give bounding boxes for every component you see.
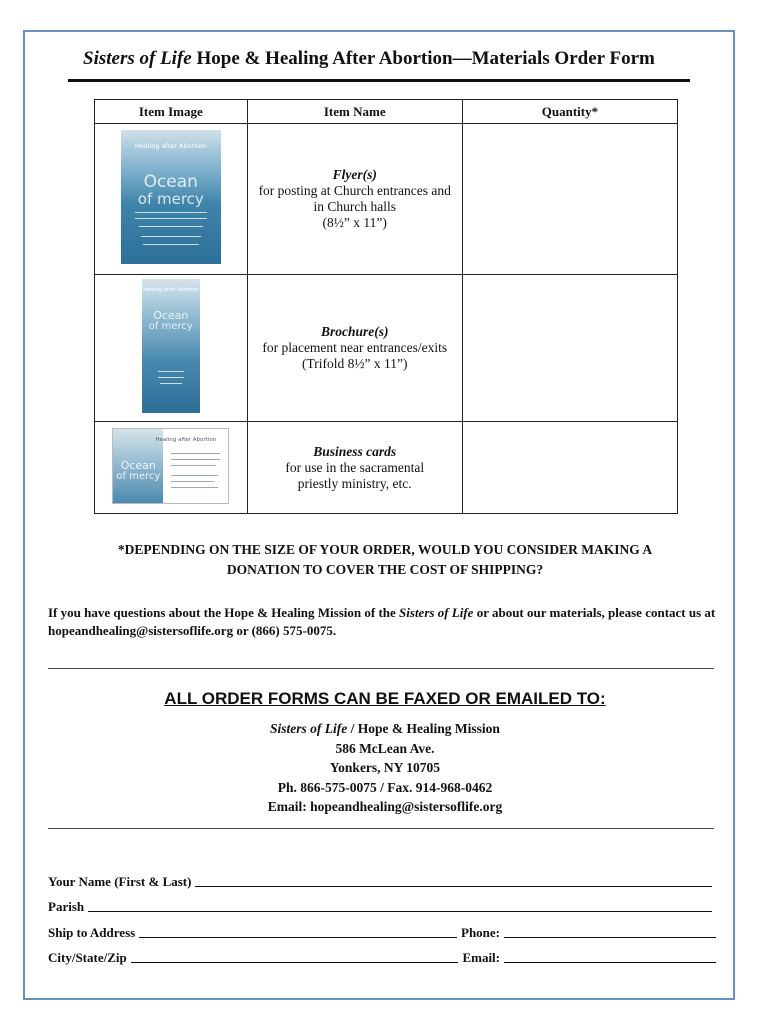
title-rest: Hope & Healing After Abortion—Materials Order Form [191, 48, 655, 69]
card-desc-2: priestly ministry, etc. [297, 475, 412, 491]
brochure-image-ocean: Ocean [153, 309, 189, 322]
page-title [83, 48, 655, 70]
card-image-ocean: Ocean [120, 458, 156, 472]
flyer-quantity-field[interactable] [462, 124, 677, 275]
brochure-desc-1: for placement near entrances/exits [262, 340, 448, 355]
card-text-line [171, 459, 220, 460]
flyer-text-line [143, 244, 199, 245]
brochure-desc-2: (Trifold 8½” x 11”) [301, 356, 408, 371]
question-part-2: or about our materials, please contact us at hopeandhealing@sistersoflife.org or (866) 575-0075. [48, 605, 716, 638]
name-label: Your Name (First & Last) [48, 873, 192, 889]
table-header-row [95, 100, 678, 124]
phone-label: Phone: [461, 924, 500, 940]
flyer-name: Flyer(s) [332, 167, 377, 182]
card-image-cell [95, 422, 248, 514]
order-table [94, 99, 678, 514]
card-name: Business cards [313, 443, 397, 459]
address-email: Email: hopeandhealing@sistersoflife.org [267, 799, 503, 814]
brochure-text-line [158, 371, 184, 372]
address-mission: / Hope & Healing Mission [347, 721, 500, 736]
flyer-image-ocean: Ocean [143, 172, 198, 192]
note-line-2: DONATION TO COVER THE COST OF SHIPPING? [226, 562, 544, 577]
brochure-text-line [158, 377, 184, 378]
email-field[interactable] [504, 961, 716, 963]
parish-row [48, 890, 716, 916]
flyer-desc-1: for posting at Church entrances and [258, 183, 451, 198]
card-image-heading: Healing after Abortion [155, 436, 217, 443]
divider-top [48, 668, 714, 670]
note-line-1: *DEPENDING ON THE SIZE OF YOUR ORDER, WOULD YOU CONSIDER MAKING A [117, 542, 653, 557]
phone-field[interactable] [504, 936, 716, 938]
address-org: Sisters of Life [270, 721, 348, 736]
flyer-image-cell [95, 124, 248, 275]
brochure-image-heading: Healing after Abortion [143, 287, 199, 293]
divider-bottom [48, 828, 714, 830]
flyer-image [121, 130, 221, 264]
name-row [48, 864, 716, 890]
card-text-line [171, 475, 218, 476]
title-rule [68, 79, 690, 82]
table-row-brochure [95, 275, 678, 422]
card-text-line [171, 487, 218, 488]
brochure-image-mercy: of mercy [148, 321, 193, 332]
city-field[interactable] [131, 961, 459, 963]
question-part-1: If you have questions about the Hope & Healing Mission of the [48, 605, 400, 620]
flyer-image-mercy: of mercy [137, 190, 204, 208]
address-street: 586 McLean Ave. [335, 740, 435, 756]
brochure-quantity-field[interactable] [462, 275, 677, 422]
header-quantity: Quantity* [462, 100, 677, 124]
ship-address-field[interactable] [139, 936, 457, 938]
business-card-image [112, 428, 229, 504]
flyer-image-heading: Healing after Abortion [134, 142, 207, 150]
card-text-line [171, 453, 220, 454]
card-text-line [171, 481, 214, 482]
card-name-cell [247, 422, 462, 514]
flyer-text-line [135, 218, 207, 219]
brochure-image [142, 279, 200, 413]
ship-address-label: Ship to Address [48, 924, 136, 940]
shipping-donation-note [60, 540, 710, 580]
question-org: Sisters of Life [399, 605, 474, 620]
flyer-text-line [141, 236, 201, 237]
card-image-mercy: of mercy [116, 470, 161, 482]
brochure-image-cell [95, 275, 248, 422]
email-label: Email: [462, 950, 500, 965]
flyer-desc-2: in Church halls [313, 199, 396, 214]
table-row-flyer [95, 124, 678, 275]
flyer-desc-3: (8½” x 11”) [322, 215, 387, 230]
card-text-line [171, 465, 216, 466]
contact-question [48, 604, 728, 640]
flyer-text-line [139, 226, 203, 227]
parish-field[interactable] [88, 910, 712, 912]
name-field[interactable] [195, 885, 712, 887]
mission-address [0, 719, 770, 817]
city-row [48, 941, 716, 967]
brochure-text-line [160, 383, 182, 384]
card-desc-1: for use in the sacramental [285, 459, 425, 475]
flyer-text-line [135, 212, 207, 213]
contact-form [48, 864, 716, 966]
flyer-name-cell [247, 124, 462, 275]
fax-heading: ALL ORDER FORMS CAN BE FAXED OR EMAILED TO: [164, 689, 606, 708]
title-org: Sisters of Life [83, 48, 192, 69]
header-item-image: Item Image [95, 100, 248, 124]
address-phone: Ph. 866-575-0075 / Fax. 914-968-0462 [277, 779, 493, 795]
brochure-name-cell [247, 275, 462, 422]
city-label: City/State/Zip [48, 950, 127, 965]
address-city: Yonkers, NY 10705 [329, 760, 441, 775]
brochure-name: Brochure(s) [320, 324, 389, 339]
header-item-name: Item Name [247, 100, 462, 124]
address-row [48, 915, 716, 941]
table-row-business-cards [95, 422, 678, 514]
parish-label: Parish [48, 899, 85, 914]
card-quantity-field[interactable] [462, 422, 677, 514]
